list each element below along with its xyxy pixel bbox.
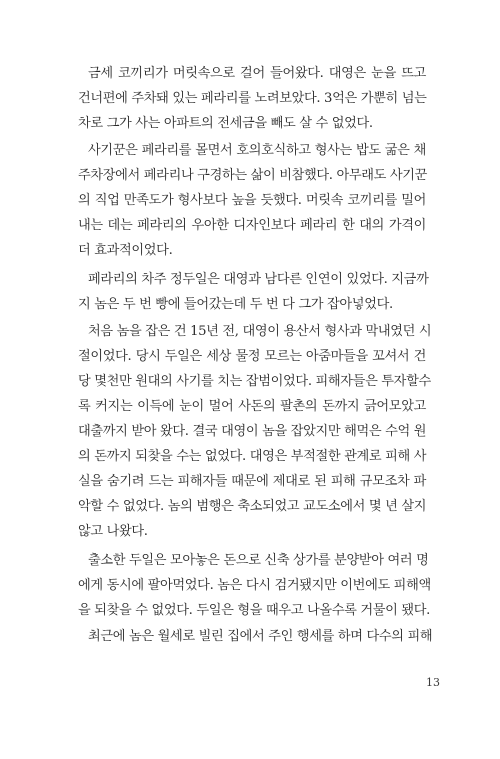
text-line: 지 놈은 두 번 빵에 들어갔는데 두 번 다 그가 잡아넣었다. bbox=[78, 297, 393, 312]
text-line: 대출까지 받아 왔다. 결국 대영이 놈을 잡았지만 해먹은 수억 원 bbox=[78, 424, 427, 439]
text-line: 의 직업 만족도가 형사보다 높을 듯했다. 머릿속 코끼리를 밀어 bbox=[78, 193, 426, 208]
text-line: 의 돈까지 되찾을 수는 없었다. 대영은 부적절한 관계로 피해 사 bbox=[78, 449, 427, 464]
text-line: 절이었다. 당시 두일은 세상 물정 모르는 아줌마들을 꼬셔서 건 bbox=[78, 349, 426, 364]
text-line: 록 커지는 이득에 눈이 멀어 사돈의 팔촌의 돈까지 긁어모았고 bbox=[78, 399, 426, 414]
text-line: 더 효과적이었다. bbox=[78, 243, 173, 258]
text-line: 을 되찾을 수 없었다. 두일은 형을 때우고 나올수록 거물이 됐다. bbox=[78, 603, 430, 618]
text-line: 건너편에 주차돼 있는 페라리를 노려보았다. 3억은 가뿐히 넘는 bbox=[78, 91, 427, 106]
text-line: 실을 숨기려 드는 피해자들 때문에 제대로 된 피해 규모조차 파 bbox=[78, 474, 426, 489]
text-line: 에게 동시에 팔아먹었다. 놈은 다시 검거됐지만 이번에도 피해액 bbox=[78, 578, 431, 593]
text-line: 차로 그가 사는 아파트의 전세금을 빼도 살 수 없었다. bbox=[78, 116, 373, 131]
page-number: 13 bbox=[426, 676, 440, 689]
text-line: 당 몇천만 원대의 사기를 치는 잡범이었다. 피해자들은 투자할수 bbox=[78, 374, 431, 389]
text-line: 처음 놈을 잡은 건 15년 전, 대영이 용산서 형사과 막내였던 시 bbox=[88, 324, 432, 339]
text-line: 내는 데는 페라리의 우아한 디자인보다 페라리 한 대의 가격이 bbox=[78, 218, 426, 233]
text-line: 않고 나왔다. bbox=[78, 524, 148, 539]
text-line: 최근에 놈은 월세로 빌린 집에서 주인 행세를 하며 다수의 피해 bbox=[88, 629, 433, 644]
text-line: 출소한 두일은 모아놓은 돈으로 신축 상가를 분양받아 여러 명 bbox=[88, 553, 429, 568]
text-line: 악할 수 없었다. 놈의 범행은 축소되었고 교도소에서 몇 년 살지 bbox=[78, 499, 427, 514]
text-line: 사기꾼은 페라리를 몰면서 호의호식하고 형사는 밥도 굶은 채 bbox=[88, 143, 426, 158]
text-line: 페라리의 차주 정두일은 대영과 남다른 인연이 있었다. 지금까 bbox=[88, 272, 429, 287]
text-line: 금세 코끼리가 머릿속으로 걸어 들어왔다. 대영은 눈을 뜨고 bbox=[88, 66, 426, 81]
text-line: 주차장에서 페라리나 구경하는 삶이 비참했다. 아무래도 사기꾼 bbox=[78, 168, 428, 183]
